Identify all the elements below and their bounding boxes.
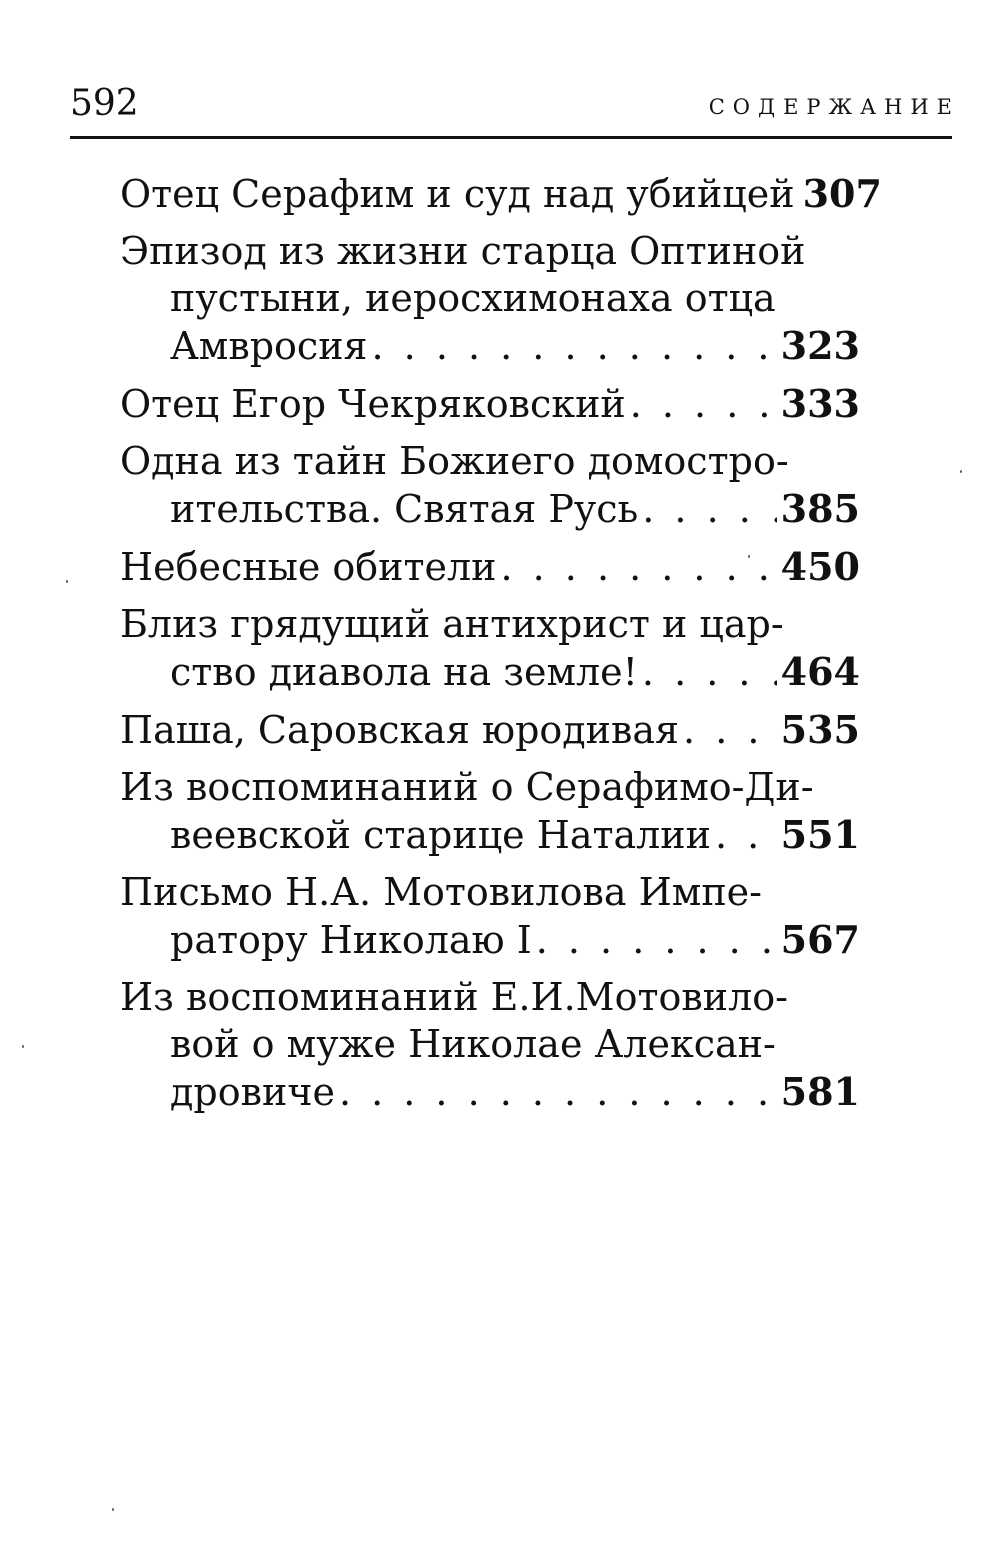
toc-entry[interactable] (120, 170, 882, 218)
toc-entry-line (120, 170, 882, 218)
toc-page-number: 567 (780, 917, 860, 962)
section-title: СОДЕРЖАНИЕ (708, 95, 960, 119)
table-of-contents (120, 170, 882, 1126)
scan-speck (66, 580, 68, 583)
toc-entry-title: Из воспоминаний Е.И.Мотовило- (120, 975, 788, 1019)
toc-page-number: 385 (780, 486, 860, 531)
toc-entry-title: ратору Николаю I (170, 918, 532, 962)
leader-dots (642, 649, 777, 696)
leader-dots (642, 486, 776, 533)
toc-entry-title: Отец Егор Чекряковский (120, 382, 626, 426)
toc-page-number: 333 (780, 381, 860, 426)
toc-entry-title: Одна из тайн Божиего домостро- (120, 439, 789, 483)
toc-entry[interactable] (120, 706, 860, 754)
toc-entry-title: ство диавола на земле! (170, 650, 638, 694)
toc-entry[interactable] (120, 974, 860, 1116)
scan-speck (748, 555, 750, 558)
leader-dots (630, 381, 777, 428)
leader-dots (500, 544, 776, 591)
toc-entry-title: Эпизод из жизни старца Оптиной (120, 229, 806, 273)
scan-speck (22, 1045, 24, 1048)
leader-dots (683, 707, 777, 754)
toc-page-number: 307 (802, 171, 882, 216)
toc-entry-line (120, 916, 860, 964)
toc-page-number: 464 (780, 649, 860, 694)
toc-page-number: 551 (780, 812, 860, 857)
toc-entry-title: Паша, Саровская юродивая (120, 708, 680, 752)
toc-entry[interactable] (120, 543, 860, 591)
toc-entry[interactable] (120, 869, 860, 964)
page-number: 592 (70, 83, 139, 124)
toc-entry-title: Из воспоминаний о Серафимо-Ди- (120, 765, 814, 809)
toc-entry-title: Амвросия (170, 324, 368, 368)
leader-dots (715, 812, 777, 859)
toc-entry-line (120, 485, 860, 533)
toc-entry-line (120, 543, 860, 591)
toc-entry-title: вой о муже Николае Алексан- (170, 1022, 776, 1066)
toc-page-number: 535 (780, 707, 860, 752)
toc-entry-title: ительства. Святая Русь (170, 487, 639, 531)
toc-page-number: 450 (780, 544, 860, 589)
scan-speck (960, 470, 962, 473)
toc-entry-line (120, 322, 860, 370)
toc-entry-title: Близ грядущий антихрист и цар- (120, 602, 784, 646)
toc-entry-title: пустыни, иеросхимонаха отца (170, 276, 776, 320)
toc-entry-title: веевской старице Наталии (170, 813, 711, 857)
toc-entry-line (120, 1068, 860, 1116)
toc-entry-title: Отец Серафим и суд над убийцей (120, 172, 795, 216)
toc-entry[interactable] (120, 438, 860, 533)
toc-entry-line (120, 811, 860, 859)
toc-entry[interactable] (120, 228, 860, 370)
toc-entry-line (120, 380, 860, 428)
scan-speck (112, 1508, 114, 1511)
toc-entry[interactable] (120, 380, 860, 428)
toc-entry[interactable] (120, 601, 860, 696)
toc-entry-title: Небесные обители (120, 545, 497, 589)
toc-entry[interactable] (120, 764, 860, 859)
toc-page-number: 323 (780, 323, 860, 368)
leader-dots (372, 323, 777, 370)
toc-page-number: 581 (780, 1069, 860, 1114)
leader-dots (536, 917, 777, 964)
running-header (70, 82, 960, 139)
toc-entry-line (120, 706, 860, 754)
leader-dots (339, 1069, 777, 1116)
toc-entry-line (120, 648, 860, 696)
toc-entry-title: дровиче (170, 1070, 335, 1114)
toc-entry-title: Письмо Н.А. Мотовилова Импе- (120, 870, 763, 914)
